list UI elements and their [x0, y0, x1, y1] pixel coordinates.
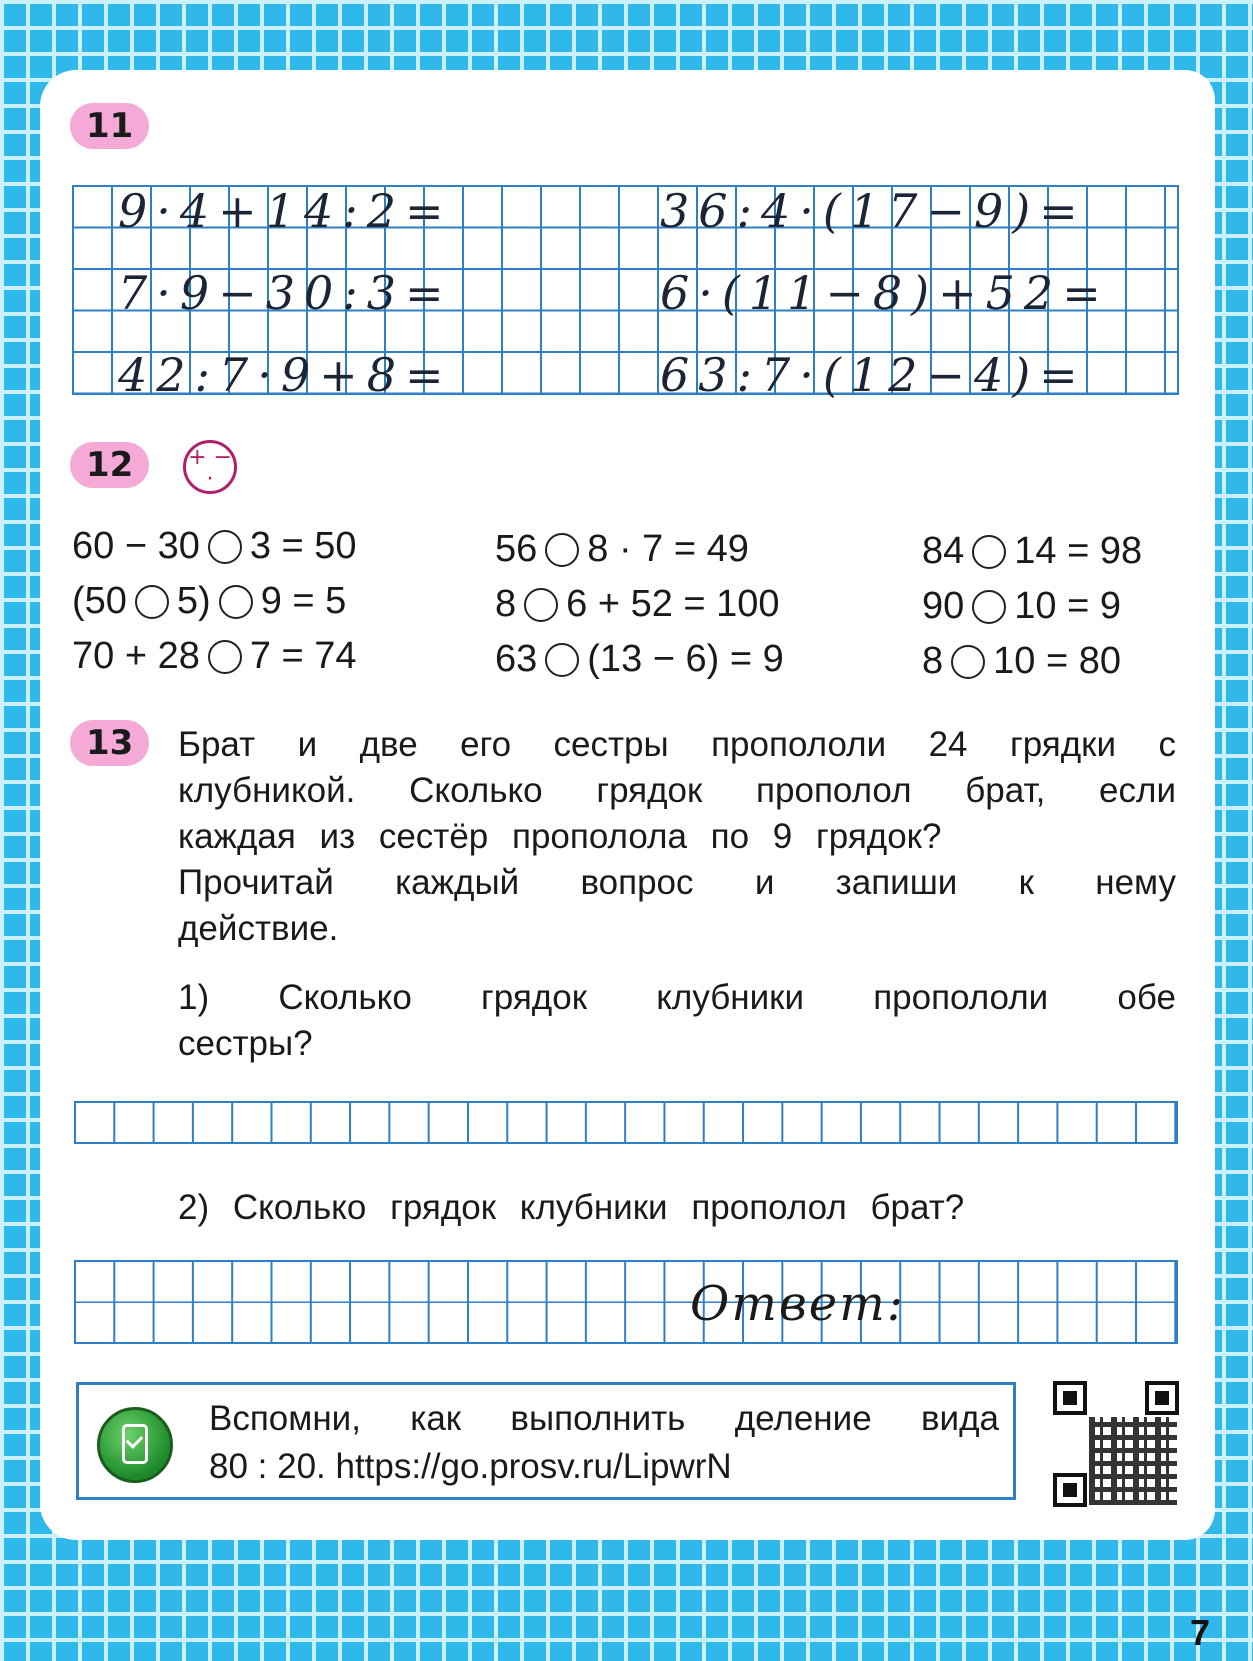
problem-text: Брат и две его сестры пропололи 24 грядки с клубникой. Сколько грядок прополол брат, если каждая из сестёр прополола по 9 грядок? Прочитай каждый вопрос и запиши к нему действие.	[178, 725, 1176, 948]
answer-circle[interactable]	[951, 645, 985, 679]
question-2: 2) Сколько грядок клубники прополол брат?	[178, 1188, 965, 1227]
question-1: 1) Сколько грядок клубники пропололи обе сестры?	[178, 978, 1176, 1063]
expression-11-2: 7·9−30:3=	[118, 266, 453, 320]
equation-12-4: 56 8 · 7 = 49	[495, 528, 749, 570]
equation-12-7: 84 14 = 98	[922, 530, 1143, 572]
answer-grid-1[interactable]	[74, 1101, 1178, 1144]
expression-11-3: 42:7·9+8=	[118, 348, 453, 402]
answer-circle[interactable]	[208, 530, 242, 564]
answer-circle[interactable]	[545, 533, 579, 567]
qr-code[interactable]	[1053, 1381, 1179, 1507]
equation-12-8: 90 10 = 9	[922, 585, 1121, 627]
expression-11-4: 36:4·(17−9)=	[660, 184, 1087, 238]
answer-circle[interactable]	[219, 585, 253, 619]
tip-text: Вспомни, как выполнить деление вида 80 : 20. https://go.prosv.ru/LipwrN	[209, 1399, 999, 1486]
answer-circle[interactable]	[972, 590, 1006, 624]
answer-grid-2[interactable]	[74, 1260, 1178, 1344]
answer-circle[interactable]	[524, 588, 558, 622]
answer-circle[interactable]	[545, 643, 579, 677]
equation-12-6: 63 (13 − 6) = 9	[495, 638, 784, 680]
arithmetic-operations-icon: + − ·	[183, 440, 237, 494]
answer-circle[interactable]	[972, 535, 1006, 569]
equation-12-2: (50 5) 9 = 5	[72, 580, 347, 622]
answer-circle[interactable]	[135, 585, 169, 619]
answer-label: Ответ:	[690, 1276, 905, 1332]
task-number-11: 11	[70, 103, 149, 149]
expression-11-6: 63:7·(12−4)=	[660, 348, 1087, 402]
page-number: 7	[1190, 1612, 1211, 1653]
equation-12-1: 60 − 30 3 = 50	[72, 525, 357, 567]
equation-12-9: 8 10 = 80	[922, 640, 1121, 682]
answer-circle[interactable]	[208, 640, 242, 674]
tip-box	[76, 1382, 1016, 1500]
expression-11-1: 9·4+14:2=	[118, 184, 453, 238]
equation-12-5: 8 6 + 52 = 100	[495, 583, 780, 625]
expression-11-5: 6·(11−8)+52=	[660, 266, 1110, 320]
task-number-13: 13	[70, 720, 149, 766]
phone-check-icon	[97, 1407, 173, 1483]
equation-12-3: 70 + 28 7 = 74	[72, 635, 357, 677]
task-number-12: 12	[70, 442, 149, 488]
